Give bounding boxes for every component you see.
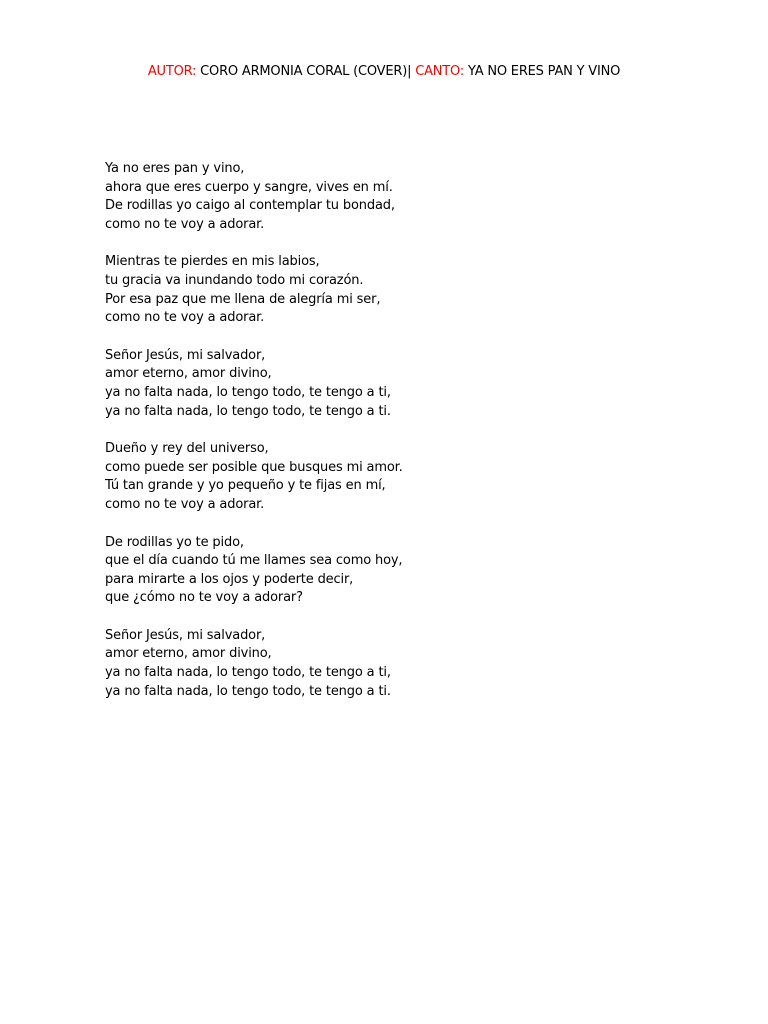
stanza-6 [105,627,725,701]
stanza-4 [105,440,725,514]
lyric-line: De rodillas yo caigo al contemplar tu bondad, [105,198,395,214]
lyric-line: como no te voy a adorar. [105,310,265,326]
lyric-line: Por esa paz que me llena de alegría mi ser, [105,291,381,307]
lyric-line: Tú tan grande y yo pequeño y te fijas en mí, [105,478,386,494]
lyric-line: Dueño y rey del universo, [105,441,269,457]
lyric-line: tu gracia va inundando todo mi corazón. [105,272,364,288]
lyric-line: ya no falta nada, lo tengo todo, te tengo a ti. [105,403,391,419]
lyric-line: ya no falta nada, lo tengo todo, te tengo a ti. [105,683,391,699]
lyric-line: como no te voy a adorar. [105,496,265,512]
author-value: CORO ARMONIA CORAL (COVER)| [196,64,416,79]
song-value: YA NO ERES PAN Y VINO [464,64,621,79]
stanza-5 [105,534,725,608]
lyric-line: Mientras te pierdes en mis labios, [105,254,320,270]
lyric-line: que ¿cómo no te voy a adorar? [105,590,303,606]
lyric-line: que el día cuando tú me llames sea como hoy, [105,553,403,569]
lyric-line: para mirarte a los ojos y poderte decir, [105,571,354,587]
lyric-line: Ya no eres pan y vino, [105,161,245,176]
lyric-line: Señor Jesús, mi salvador, [105,627,266,643]
lyrics-body [105,160,725,720]
lyric-line: amor eterno, amor divino, [105,646,272,662]
song-header [0,63,768,81]
lyric-line: como puede ser posible que busques mi amor. [105,459,403,475]
lyric-line: ahora que eres cuerpo y sangre, vives en mí. [105,179,393,195]
lyric-line: ya no falta nada, lo tengo todo, te tengo a ti, [105,665,391,681]
lyric-line: ya no falta nada, lo tengo todo, te tengo a ti, [105,384,391,400]
lyric-line: Señor Jesús, mi salvador, [105,347,266,363]
lyric-line: como no te voy a adorar. [105,216,265,232]
lyric-line: De rodillas yo te pido, [105,534,244,550]
lyric-line: amor eterno, amor divino, [105,366,272,382]
author-label: AUTOR: [147,64,197,79]
song-label: CANTO: [415,64,465,79]
stanza-3 [105,347,725,421]
stanza-1 [105,160,725,234]
stanza-2 [105,253,725,327]
